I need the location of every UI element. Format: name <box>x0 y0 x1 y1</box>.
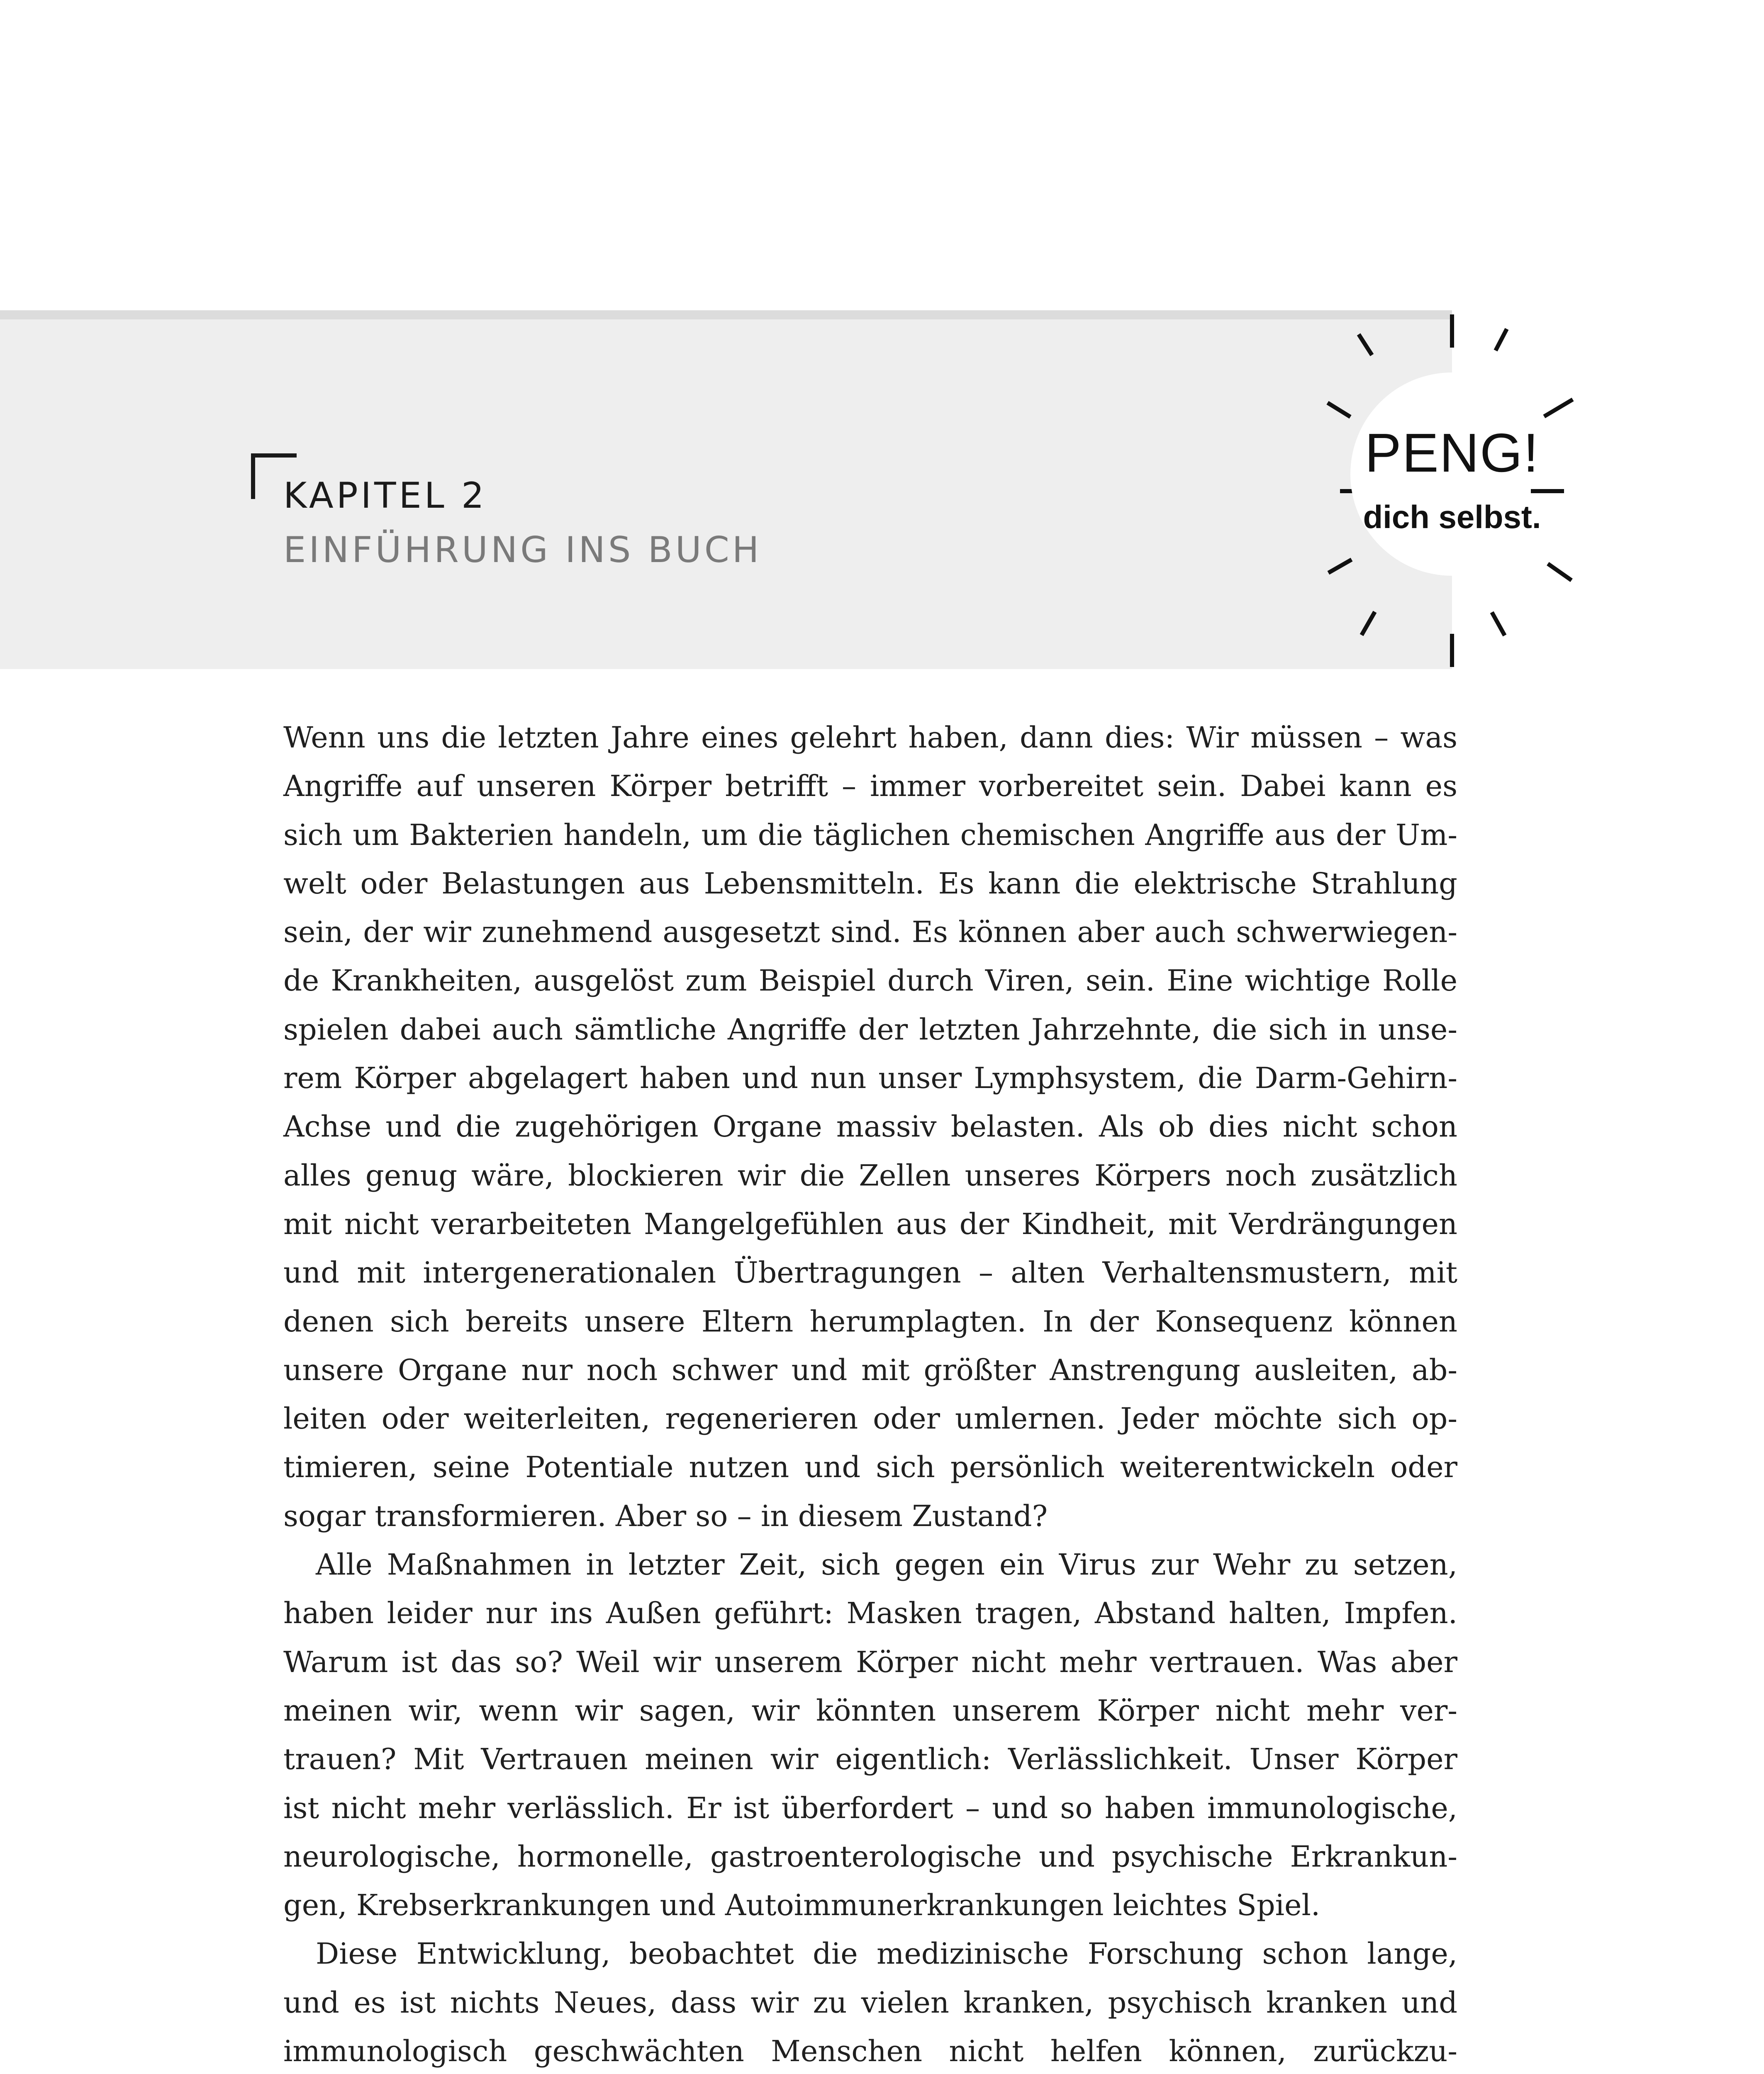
paragraph-line: leiten oder weiterleiten, regenerieren oder umlernen. Jeder möchte sich op- <box>283 1402 1457 1436</box>
paragraph-line: haben leider nur ins Außen geführt: Masken tragen, Abstand halten, Impfen. <box>283 1596 1457 1631</box>
paragraph-line: denen sich bereits unsere Eltern herumplagten. In der Konsequenz können <box>283 1304 1457 1339</box>
paragraph-line: meinen wir, wenn wir sagen, wir könnten unserem Körper nicht mehr ver- <box>283 1693 1457 1728</box>
paragraph-line: spielen dabei auch sämtliche Angriffe der letzten Jahrzehnte, die sich in unse- <box>283 1012 1457 1047</box>
paragraph-line: immunologisch geschwächten Menschen nicht helfen können, zurückzu- <box>283 2034 1457 2069</box>
paragraph-line: mit nicht verarbeiteten Mangelgefühlen aus der Kindheit, mit Verdrängungen <box>283 1207 1457 1241</box>
paragraph-line: Warum ist das so? Weil wir unserem Körper nicht mehr vertrauen. Was aber <box>283 1645 1457 1679</box>
paragraph-line: unsere Organe nur noch schwer und mit größter Anstrengung ausleiten, ab- <box>283 1353 1457 1387</box>
paragraph-line: alles genug wäre, blockieren wir die Zellen unseres Körpers noch zusätzlich <box>283 1158 1457 1193</box>
paragraph-line: rem Körper abgelagert haben und nun unser Lymphsystem, die Darm-Gehirn- <box>283 1061 1457 1095</box>
paragraph-first-line: Diese Entwicklung, beobachtet die medizinische Forschung schon lange, <box>316 1937 1457 1971</box>
paragraph-line: sogar transformieren. Aber so – in diesem Zustand? <box>283 1499 1048 1533</box>
paragraph-line: Angriffe auf unseren Körper betrifft – immer vorbereitet sein. Dabei kann es <box>283 769 1457 803</box>
paragraph-line: sich um Bakterien handeln, um die täglichen chemischen Angriffe aus der Um- <box>283 818 1457 852</box>
paragraph-line: de Krankheiten, ausgelöst zum Beispiel durch Viren, sein. Eine wichtige Rolle <box>283 964 1457 998</box>
paragraph-line: trauen? Mit Vertrauen meinen wir eigentlich: Verlässlichkeit. Unser Körper <box>283 1742 1457 1777</box>
peng-logo <box>1278 310 1626 671</box>
paragraph-line: und es ist nichts Neues, dass wir zu vielen kranken, psychisch kranken und <box>283 1985 1457 2020</box>
paragraph-line: timieren, seine Potentiale nutzen und sich persönlich weiterentwickeln oder <box>283 1450 1457 1485</box>
paragraph-line: sein, der wir zunehmend ausgesetzt sind. Es können aber auch schwerwiegen- <box>283 915 1457 949</box>
chapter-label: KAPITEL 2 <box>283 475 487 516</box>
paragraph-line: welt oder Belastungen aus Lebensmitteln. Es kann die elektrische Strahlung <box>283 866 1457 901</box>
paragraph-line: ist nicht mehr verlässlich. Er ist überfordert – und so haben immunologische, <box>283 1791 1457 1825</box>
paragraph-line: neurologische, hormonelle, gastroenterologische und psychische Erkrankun- <box>283 1839 1457 1874</box>
body-text <box>283 713 1457 2074</box>
paragraph-line: gen, Krebserkrankungen und Autoimmunerkrankungen leichtes Spiel. <box>283 1888 1321 1923</box>
logo-title: PENG! <box>1364 422 1540 483</box>
paragraph-line: Achse und die zugehörigen Organe massiv belasten. Als ob dies nicht schon <box>283 1110 1457 1144</box>
chapter-title: EINFÜHRUNG INS BUCH <box>283 529 762 571</box>
logo-subtitle: dich selbst. <box>1363 499 1541 535</box>
chapter-header-band <box>0 310 1452 669</box>
paragraph-line: und mit intergenerationalen Übertragungen – alten Verhaltensmustern, mit <box>283 1256 1457 1290</box>
paragraph-first-line: Wenn uns die letzten Jahre eines gelehrt haben, dann dies: Wir müssen – was <box>283 721 1457 755</box>
paragraph-first-line: Alle Maßnahmen in letzter Zeit, sich gegen ein Virus zur Wehr zu setzen, <box>316 1548 1457 1582</box>
